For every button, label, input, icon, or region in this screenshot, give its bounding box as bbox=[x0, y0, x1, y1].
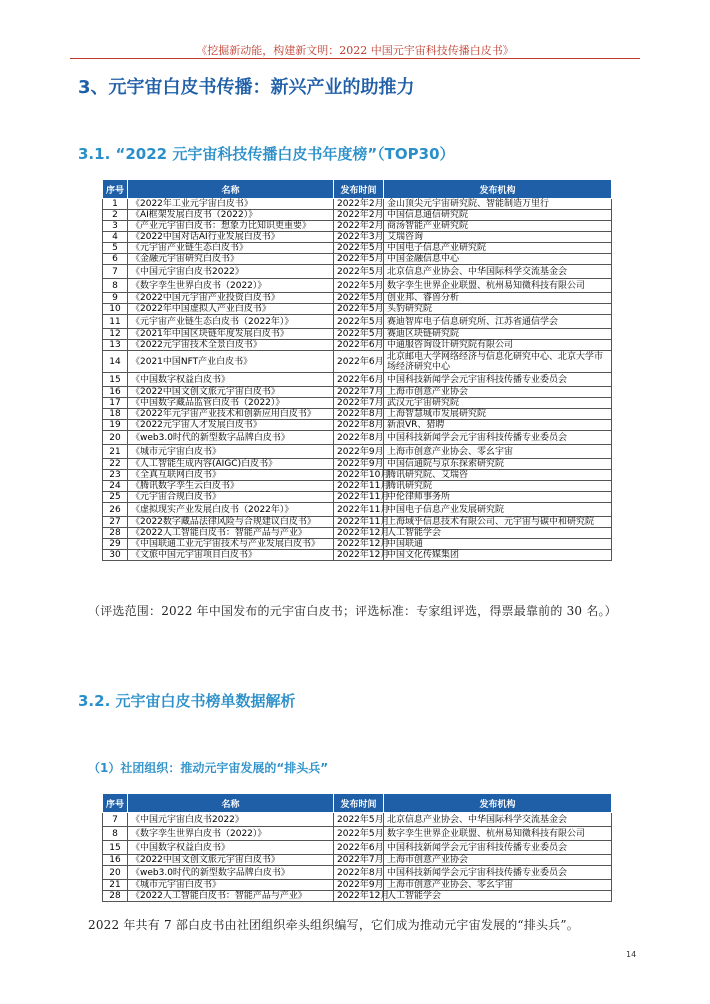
rank-cell: 6 bbox=[103, 254, 128, 265]
subsection-1-title: 3.1. “2022 元宇宙科技传播白皮书年度榜”（TOP30） bbox=[78, 145, 455, 163]
title-cell: 《2022元宇宙技术全景白皮书》 bbox=[128, 340, 334, 351]
publisher-cell: 腾讯研究院、艾瑞咨 bbox=[384, 470, 612, 481]
publisher-cell: 上海市创意产业协会 bbox=[384, 387, 612, 398]
table-row bbox=[103, 398, 612, 409]
rank-cell: 20 bbox=[103, 866, 128, 880]
table-row bbox=[103, 470, 612, 481]
title-cell: 《元宇宙产业链生态白皮书（2022年）》 bbox=[128, 315, 334, 329]
date-cell: 2022年6月 bbox=[334, 340, 384, 351]
rank-cell: 16 bbox=[103, 855, 128, 866]
table-row bbox=[103, 387, 612, 398]
publisher-cell: 艾瑞咨询 bbox=[384, 232, 612, 243]
rank-cell: 2 bbox=[103, 210, 128, 221]
date-cell: 2022年8月 bbox=[334, 431, 384, 445]
title-cell: 《文旅中国元宇宙项目白皮书》 bbox=[128, 550, 334, 561]
rank-cell: 13 bbox=[103, 340, 128, 351]
table-row bbox=[103, 265, 612, 279]
date-cell: 2022年12月 bbox=[334, 550, 384, 561]
rank-cell: 27 bbox=[103, 517, 128, 528]
date-cell: 2022年3月 bbox=[334, 232, 384, 243]
publisher-cell: 中国电子信息产业发展研究院 bbox=[384, 503, 612, 517]
rank-cell: 15 bbox=[103, 841, 128, 855]
publisher-cell: 金山顶尖元宇宙研究院、智能制造万里行 bbox=[384, 199, 612, 210]
rank-cell: 9 bbox=[103, 293, 128, 304]
rank-cell: 28 bbox=[103, 891, 128, 902]
title-cell: 《AI框架发展白皮书（2022）》 bbox=[128, 210, 334, 221]
title-cell: 《2021中国NFT产业白皮书》 bbox=[128, 351, 334, 373]
date-cell: 2022年7月 bbox=[334, 855, 384, 866]
table-row bbox=[103, 315, 612, 329]
date-cell: 2022年11月 bbox=[334, 492, 384, 503]
table-row bbox=[103, 329, 612, 340]
table-row bbox=[103, 409, 612, 420]
date-cell: 2022年5月 bbox=[334, 243, 384, 254]
title-cell: 《元宇宙合规白皮书》 bbox=[128, 492, 334, 503]
date-cell: 2022年6月 bbox=[334, 841, 384, 855]
publisher-cell: 上海市创意产业协会、零幺宇宙 bbox=[384, 880, 612, 891]
rank-cell: 4 bbox=[103, 232, 128, 243]
table-row bbox=[103, 420, 612, 431]
publisher-cell: 中国科技新闻学会元宇宙科技传播专业委员会 bbox=[384, 431, 612, 445]
title-cell: 《数字孪生世界白皮书（2022）》 bbox=[128, 827, 334, 841]
title-cell: 《2022中国文创文旅元宇宙白皮书》 bbox=[128, 387, 334, 398]
title-cell: 《虚拟现实产业发展白皮书（2022年）》 bbox=[128, 503, 334, 517]
table-row bbox=[103, 880, 612, 891]
date-cell: 2022年5月 bbox=[334, 254, 384, 265]
title-cell: 《中国元宇宙白皮书2022》 bbox=[128, 265, 334, 279]
table-row bbox=[103, 221, 612, 232]
publisher-cell: 上海市创意产业协会、零幺宇宙 bbox=[384, 445, 612, 459]
title-cell: 《web3.0时代的新型数字品牌白皮书》 bbox=[128, 431, 334, 445]
title-cell: 《中国数字权益白皮书》 bbox=[128, 841, 334, 855]
table-row bbox=[103, 232, 612, 243]
title-cell: 《2022人工智能白皮书：智能产品与产业》 bbox=[128, 528, 334, 539]
table-row bbox=[103, 210, 612, 221]
title-cell: 《2022人工智能白皮书：智能产品与产业》 bbox=[128, 891, 334, 902]
column-header: 名称 bbox=[128, 794, 334, 813]
title-cell: 《中国联通工业元宇宙技术与产业发展白皮书》 bbox=[128, 539, 334, 550]
rank-cell: 16 bbox=[103, 387, 128, 398]
date-cell: 2022年11月 bbox=[334, 517, 384, 528]
publisher-cell: 北京邮电大学网络经济与信息化研究中心、北京大学市场经济研究中心 bbox=[384, 351, 612, 373]
table-row bbox=[103, 492, 612, 503]
date-cell: 2022年11月 bbox=[334, 503, 384, 517]
title-cell: 《2022中国对话AI行业发展白皮书》 bbox=[128, 232, 334, 243]
date-cell: 2022年5月 bbox=[334, 304, 384, 315]
subsection-2-subtitle: （1）社团组织：推动元宇宙发展的“排头兵” bbox=[88, 761, 329, 775]
table-row bbox=[103, 841, 612, 855]
page-number: 14 bbox=[626, 950, 637, 959]
table-row bbox=[103, 199, 612, 210]
rank-cell: 19 bbox=[103, 420, 128, 431]
association-note: 2022 年共有 7 部白皮书由社团组织牵头组织编写，它们成为推动元宇宙发展的“排头兵”。 bbox=[88, 918, 579, 932]
publisher-cell: 中国信通院与京东探索研究院 bbox=[384, 459, 612, 470]
rank-cell: 17 bbox=[103, 398, 128, 409]
table-row bbox=[103, 891, 612, 902]
publisher-cell: 中国科技新闻学会元宇宙科技传播专业委员会 bbox=[384, 841, 612, 855]
publisher-cell: 北京信息产业协会、中华国际科学交流基金会 bbox=[384, 265, 612, 279]
table-row bbox=[103, 855, 612, 866]
title-cell: 《2022中国元宇宙产业投资白皮书》 bbox=[128, 293, 334, 304]
publisher-cell: 武汉元宇宙研究院 bbox=[384, 398, 612, 409]
publisher-cell: 人工智能学会 bbox=[384, 528, 612, 539]
publisher-cell: 中伦律师事务所 bbox=[384, 492, 612, 503]
table-row bbox=[103, 373, 612, 387]
selection-note: （评选范围：2022 年中国发布的元宇宙白皮书；评选标准：专家组评选，得票最靠前的 30 名。） bbox=[88, 604, 617, 618]
table-row bbox=[103, 517, 612, 528]
table-row bbox=[103, 813, 612, 827]
date-cell: 2022年2月 bbox=[334, 221, 384, 232]
rank-cell: 30 bbox=[103, 550, 128, 561]
column-header: 发布时间 bbox=[334, 180, 384, 199]
date-cell: 2022年6月 bbox=[334, 373, 384, 387]
date-cell: 2022年9月 bbox=[334, 459, 384, 470]
table-row bbox=[103, 528, 612, 539]
date-cell: 2022年10月 bbox=[334, 470, 384, 481]
date-cell: 2022年5月 bbox=[334, 827, 384, 841]
date-cell: 2022年6月 bbox=[334, 351, 384, 373]
rank-cell: 18 bbox=[103, 409, 128, 420]
publisher-cell: 头豹研究院 bbox=[384, 304, 612, 315]
rank-cell: 5 bbox=[103, 243, 128, 254]
title-cell: 《2022年中国虚拟人产业白皮书》 bbox=[128, 304, 334, 315]
title-cell: 《元宇宙产业链生态白皮书》 bbox=[128, 243, 334, 254]
publisher-cell: 赛迪智库电子信息研究所、江苏省通信学会 bbox=[384, 315, 612, 329]
table-row bbox=[103, 827, 612, 841]
section-title: 3、元宇宙白皮书传播：新兴产业的助推力 bbox=[78, 77, 415, 98]
rank-cell: 3 bbox=[103, 221, 128, 232]
date-cell: 2022年9月 bbox=[334, 880, 384, 891]
rank-cell: 20 bbox=[103, 431, 128, 445]
rank-cell: 14 bbox=[103, 351, 128, 373]
rank-cell: 11 bbox=[103, 315, 128, 329]
title-cell: 《2022年元宇宙产业技术和创新应用白皮书》 bbox=[128, 409, 334, 420]
table-row bbox=[103, 481, 612, 492]
column-header: 发布时间 bbox=[334, 794, 384, 813]
publisher-cell: 商汤智能产业研究院 bbox=[384, 221, 612, 232]
table-row bbox=[103, 254, 612, 265]
table-row bbox=[103, 351, 612, 373]
column-header: 发布机构 bbox=[384, 794, 612, 813]
column-header: 序号 bbox=[103, 794, 128, 813]
rank-cell: 7 bbox=[103, 813, 128, 827]
publisher-cell: 新浪VR、猎聘 bbox=[384, 420, 612, 431]
publisher-cell: 中国科技新闻学会元宇宙科技传播专业委员会 bbox=[384, 373, 612, 387]
table-row bbox=[103, 304, 612, 315]
title-cell: 《城市元宇宙白皮书》 bbox=[128, 445, 334, 459]
rank-cell: 8 bbox=[103, 279, 128, 293]
rank-cell: 22 bbox=[103, 459, 128, 470]
rank-cell: 28 bbox=[103, 528, 128, 539]
date-cell: 2022年12月 bbox=[334, 891, 384, 902]
rank-cell: 29 bbox=[103, 539, 128, 550]
table-row bbox=[103, 445, 612, 459]
date-cell: 2022年5月 bbox=[334, 293, 384, 304]
date-cell: 2022年5月 bbox=[334, 329, 384, 340]
ranking-table bbox=[102, 179, 612, 561]
title-cell: 《2021年中国区块链年度发展白皮书》 bbox=[128, 329, 334, 340]
rank-cell: 24 bbox=[103, 481, 128, 492]
table-row bbox=[103, 340, 612, 351]
rank-cell: 10 bbox=[103, 304, 128, 315]
rank-cell: 7 bbox=[103, 265, 128, 279]
publisher-cell: 上海域乎信息技术有限公司、元宇宙与碳中和研究院 bbox=[384, 517, 612, 528]
publisher-cell: 数字孪生世界企业联盟、杭州易知微科技有限公司 bbox=[384, 827, 612, 841]
rank-cell: 8 bbox=[103, 827, 128, 841]
table-row bbox=[103, 866, 612, 880]
title-cell: 《全真互联网白皮书》 bbox=[128, 470, 334, 481]
title-cell: 《金融元宇宙研究白皮书》 bbox=[128, 254, 334, 265]
date-cell: 2022年12月 bbox=[334, 539, 384, 550]
column-header: 名称 bbox=[128, 180, 334, 199]
subsection-2-title: 3.2. 元宇宙白皮书榜单数据解析 bbox=[78, 692, 296, 710]
date-cell: 2022年2月 bbox=[334, 199, 384, 210]
title-cell: 《2022中国文创文旅元宇宙白皮书》 bbox=[128, 855, 334, 866]
publisher-cell: 中通服咨询设计研究院有限公司 bbox=[384, 340, 612, 351]
date-cell: 2022年7月 bbox=[334, 398, 384, 409]
publisher-cell: 中国文化传媒集团 bbox=[384, 550, 612, 561]
table-row bbox=[103, 293, 612, 304]
publisher-cell: 北京信息产业协会、中华国际科学交流基金会 bbox=[384, 813, 612, 827]
publisher-cell: 创业邦、睿兽分析 bbox=[384, 293, 612, 304]
title-cell: 《中国数字藏品监管白皮书（2022）》 bbox=[128, 398, 334, 409]
title-cell: 《产业元宇宙白皮书：想象力比知识更重要》 bbox=[128, 221, 334, 232]
date-cell: 2022年5月 bbox=[334, 315, 384, 329]
date-cell: 2022年5月 bbox=[334, 279, 384, 293]
table-row bbox=[103, 539, 612, 550]
date-cell: 2022年5月 bbox=[334, 813, 384, 827]
title-cell: 《腾讯数字孪生云白皮书》 bbox=[128, 481, 334, 492]
rank-cell: 15 bbox=[103, 373, 128, 387]
rank-cell: 26 bbox=[103, 503, 128, 517]
title-cell: 《web3.0时代的新型数字品牌白皮书》 bbox=[128, 866, 334, 880]
rank-cell: 21 bbox=[103, 880, 128, 891]
date-cell: 2022年8月 bbox=[334, 420, 384, 431]
publisher-cell: 上海智慧城市发展研究院 bbox=[384, 409, 612, 420]
publisher-cell: 中国科技新闻学会元宇宙科技传播专业委员会 bbox=[384, 866, 612, 880]
title-cell: 《数字孪生世界白皮书（2022）》 bbox=[128, 279, 334, 293]
table-row bbox=[103, 431, 612, 445]
publisher-cell: 腾讯研究院 bbox=[384, 481, 612, 492]
date-cell: 2022年2月 bbox=[334, 210, 384, 221]
rank-cell: 12 bbox=[103, 329, 128, 340]
title-cell: 《2022年工业元宇宙白皮书》 bbox=[128, 199, 334, 210]
date-cell: 2022年12月 bbox=[334, 528, 384, 539]
table-row bbox=[103, 279, 612, 293]
title-cell: 《城市元宇宙白皮书》 bbox=[128, 880, 334, 891]
date-cell: 2022年9月 bbox=[334, 445, 384, 459]
table-row bbox=[103, 503, 612, 517]
column-header: 发布机构 bbox=[384, 180, 612, 199]
title-cell: 《中国元宇宙白皮书2022》 bbox=[128, 813, 334, 827]
table-row bbox=[103, 550, 612, 561]
header-rule bbox=[70, 58, 640, 59]
title-cell: 《2022数字藏品法律风险与合规建议白皮书》 bbox=[128, 517, 334, 528]
rank-cell: 21 bbox=[103, 445, 128, 459]
column-header: 序号 bbox=[103, 180, 128, 199]
title-cell: 《人工智能生成内容(AIGC)白皮书》 bbox=[128, 459, 334, 470]
date-cell: 2022年8月 bbox=[334, 409, 384, 420]
date-cell: 2022年5月 bbox=[334, 265, 384, 279]
rank-cell: 25 bbox=[103, 492, 128, 503]
publisher-cell: 中国信息通信研究院 bbox=[384, 210, 612, 221]
table-row bbox=[103, 243, 612, 254]
publisher-cell: 上海市创意产业协会 bbox=[384, 855, 612, 866]
rank-cell: 1 bbox=[103, 199, 128, 210]
publisher-cell: 赛迪区块链研究院 bbox=[384, 329, 612, 340]
running-header: 《挖掘新动能，构建新文明：2022 中国元宇宙科技传播白皮书》 bbox=[196, 44, 514, 57]
title-cell: 《中国数字权益白皮书》 bbox=[128, 373, 334, 387]
publisher-cell: 中国电子信息产业研究院 bbox=[384, 243, 612, 254]
title-cell: 《2022元宇宙人才发展白皮书》 bbox=[128, 420, 334, 431]
date-cell: 2022年8月 bbox=[334, 866, 384, 880]
date-cell: 2022年7月 bbox=[334, 387, 384, 398]
publisher-cell: 人工智能学会 bbox=[384, 891, 612, 902]
publisher-cell: 数字孪生世界企业联盟、杭州易知微科技有限公司 bbox=[384, 279, 612, 293]
association-table bbox=[102, 793, 612, 902]
table-row bbox=[103, 459, 612, 470]
rank-cell: 23 bbox=[103, 470, 128, 481]
date-cell: 2022年11月 bbox=[334, 481, 384, 492]
publisher-cell: 中国金融信息中心 bbox=[384, 254, 612, 265]
publisher-cell: 中国联通 bbox=[384, 539, 612, 550]
